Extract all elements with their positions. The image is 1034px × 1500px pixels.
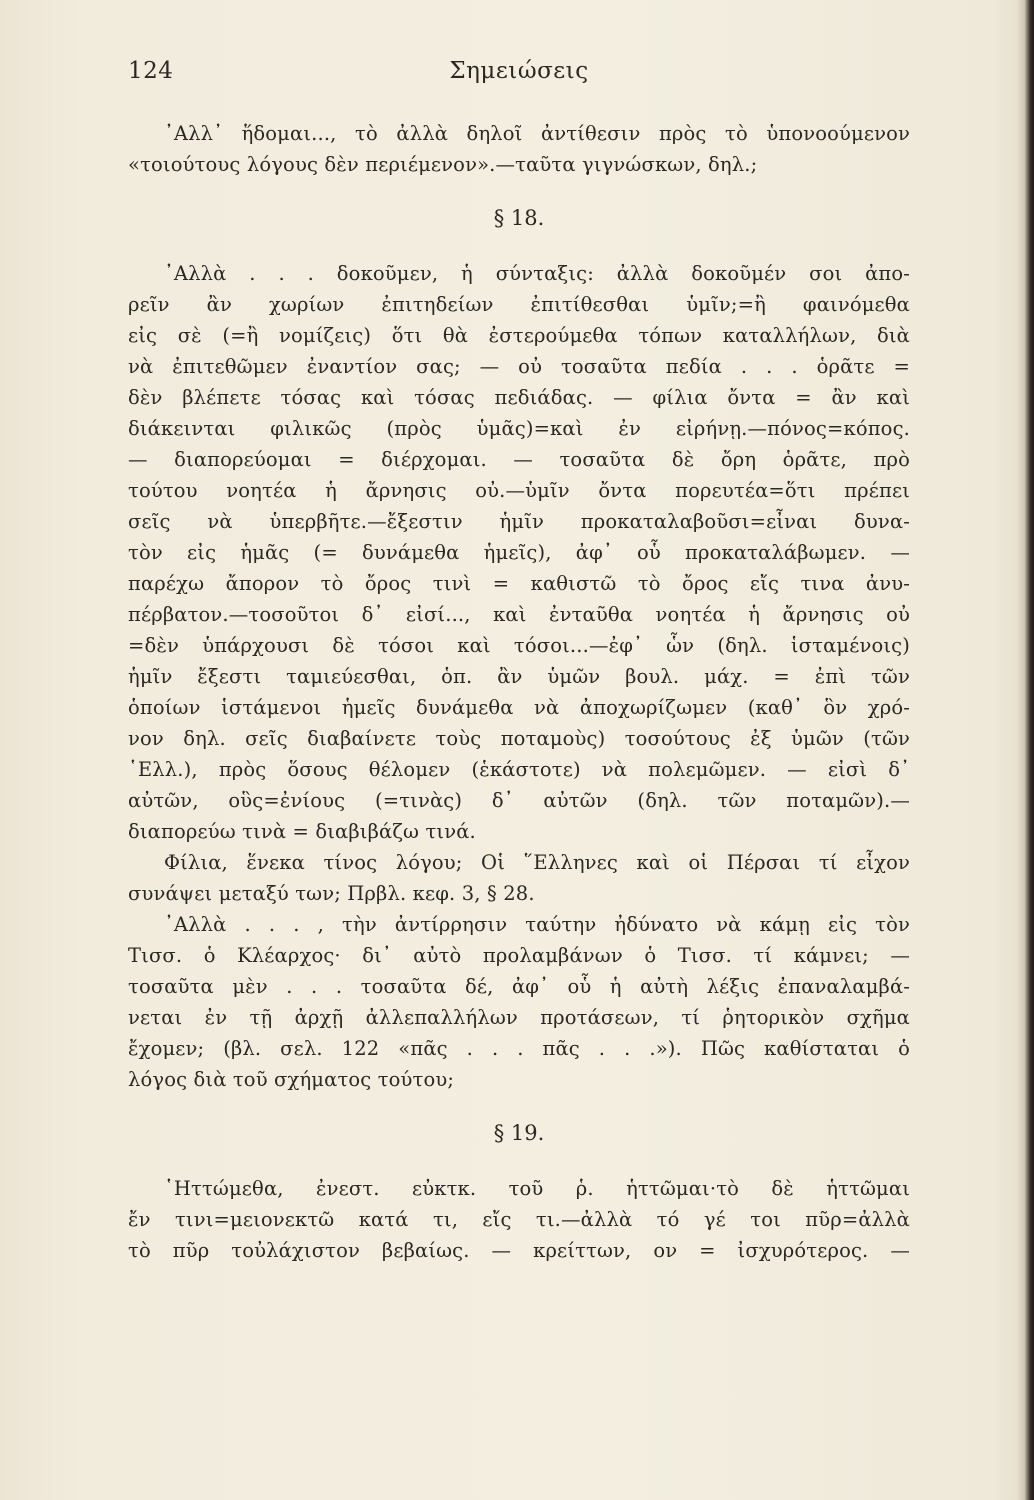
page-header <box>128 58 910 94</box>
text-line: Φίλια, ἕνεκα τίνος λόγου; Οἱ ῞Ελληνες καὶ οἱ Πέρσαι τί εἶχον <box>164 851 910 874</box>
text-line: διάκεινται φιλικῶς (πρὸς ὑμᾶς)=καὶ ἐν εἰρήνῃ.—πόνος=κόπος. <box>128 417 910 440</box>
text-line: ἡμῖν ἔξεστι ταμιεύεσθαι, ὁπ. ἂν ὑμῶν βουλ. μάχ. = ἐπὶ τῶν <box>128 665 910 688</box>
text-line: ᾿Αλλὰ . . . , τὴν ἀντίρρησιν ταύτην ἠδύνατο νὰ κάμῃ εἰς τὸν <box>164 913 910 936</box>
text-line: =δὲν ὑπάρχουσι δὲ τόσοι καὶ τόσοι...—ἐφ᾿ ὧν (δηλ. ἱσταμένοις) <box>128 634 910 657</box>
text-line: τὸ πῦρ τοὐλάχιστον βεβαίως. — κρείττων, ον = ἰσχυρότερος. — <box>128 1239 910 1262</box>
section-heading-19: § 19. <box>493 1121 545 1145</box>
text-line: λόγος διὰ τοῦ σχήματος τούτου; <box>128 1068 455 1091</box>
text-line: ᾿Αλλ᾿ ἥδομαι..., τὸ ἀλλὰ δηλοῖ ἀντίθεσιν πρὸς τὸ ὑπονοούμενον <box>164 122 910 145</box>
text-line: τὸν εἰς ἡμᾶς (= δυνάμεθα ἡμεῖς), ἀφ᾿ οὗ προκαταλάβωμεν. — <box>128 541 910 564</box>
paragraph-hettometha <box>128 1173 910 1266</box>
text-line: νον δηλ. σεῖς διαβαίνετε τοὺς ποταμοὺς) τοσούτους ἐξ ὑμῶν (τῶν <box>128 727 910 750</box>
text-line: αὐτῶν, οὓς=ἐνίους (=τινὰς) δ᾿ αὐτῶν (δηλ. τῶν ποταμῶν).— <box>128 789 910 812</box>
text-line: δὲν βλέπετε τόσας καὶ τόσας πεδιάδας. — φίλια ὄντα = ἂν καὶ <box>128 386 910 409</box>
paragraph-alla-hedomai <box>128 118 910 180</box>
text-line: ρεῖν ἂν χωρίων ἐπιτηδείων ἐπιτίθεσθαι ὑμῖν;=ἢ φαινόμεθα <box>128 293 910 316</box>
text-line: ὁποίων ἱστάμενοι ἡμεῖς δυνάμεθα νὰ ἀποχωρίζωμεν (καθ᾿ ὃν χρό- <box>128 696 910 719</box>
text-line: ᾿Αλλὰ . . . δοκοῦμεν, ἡ σύνταξις: ἀλλὰ δοκοῦμέν σοι ἀπο- <box>164 262 910 285</box>
page-edge-shadow <box>1018 0 1034 1500</box>
text-line: τούτου νοητέα ἡ ἄρνησις οὐ.—ὑμῖν ὄντα πορευτέα=ὅτι πρέπει <box>128 479 910 502</box>
running-title: Σημειώσεις <box>449 58 589 84</box>
text-line: ῾Ηττώμεθα, ἐνεστ. εὐκτκ. τοῦ ῥ. ἡττῶμαι·τὸ δὲ ἡττῶμαι <box>164 1177 910 1200</box>
text-line: συνάψει μεταξύ των; Πρβλ. κεφ. 3, § 28. <box>128 882 535 905</box>
paragraph-filia <box>128 847 910 909</box>
text-line: — διαπορεύομαι = διέρχομαι. — τοσαῦτα δὲ ὄρη ὁρᾶτε, πρὸ <box>128 448 910 471</box>
text-line: παρέχω ἄπορον τὸ ὄρος τινὶ = καθιστῶ τὸ ὄρος εἴς τινα ἀνυ- <box>128 572 910 595</box>
text-line: σεῖς νὰ ὑπερβῆτε.—ἔξεστιν ἡμῖν προκαταλαβοῦσι=εἶναι δυνα- <box>128 510 910 533</box>
text-line: νεται ἐν τῇ ἀρχῇ ἀλλεπαλλήλων προτάσεων, τί ῥητορικὸν σχῆμα <box>128 1006 910 1029</box>
text-line: εἰς σὲ (=ἢ νομίζεις) ὅτι θὰ ἐστερούμεθα τόπων καταλλήλων, διὰ <box>128 324 910 347</box>
paragraph-alla-dokoumen <box>128 258 910 847</box>
text-line: ἔχομεν; (βλ. σελ. 122 «πᾶς . . . πᾶς . . .»). Πῶς καθίσταται ὁ <box>128 1037 910 1060</box>
text-line: ἔν τινι=μειονεκτῶ κατά τι, εἴς τι.—ἀλλὰ τό γέ τοι πῦρ=ἀλλὰ <box>128 1208 910 1231</box>
text-line: «τοιούτους λόγους δὲν περιέμενον».—ταῦτα γιγνώσκων, δηλ.; <box>128 153 758 176</box>
text-line: νὰ ἐπιτεθῶμεν ἐναντίον σας; — οὐ τοσαῦτα πεδία . . . ὁρᾶτε = <box>128 355 910 378</box>
page-body <box>128 118 910 1266</box>
text-line: διαπορεύω τινὰ = διαβιβάζω τινά. <box>128 820 476 843</box>
paragraph-alla-antirresis <box>128 909 910 1095</box>
section-heading-18: § 18. <box>493 206 545 230</box>
text-line: πέρβατον.—τοσοῦτοι δ᾿ εἰσί..., καὶ ἐνταῦθα νοητέα ἡ ἄρνησις οὐ <box>128 603 910 626</box>
text-line: Τισσ. ὁ Κλέαρχος· δι᾿ αὐτὸ προλαμβάνων ὁ Τισσ. τί κάμνει; — <box>128 944 910 967</box>
text-line: τοσαῦτα μὲν . . . τοσαῦτα δέ, ἀφ᾿ οὗ ἡ αὐτὴ λέξις ἐπαναλαμβά- <box>128 975 910 998</box>
page-number: 124 <box>128 58 174 84</box>
text-line: ῾Ελλ.), πρὸς ὅσους θέλομεν (ἑκάστοτε) νὰ πολεμῶμεν. — εἰσὶ δ᾿ <box>128 758 910 781</box>
